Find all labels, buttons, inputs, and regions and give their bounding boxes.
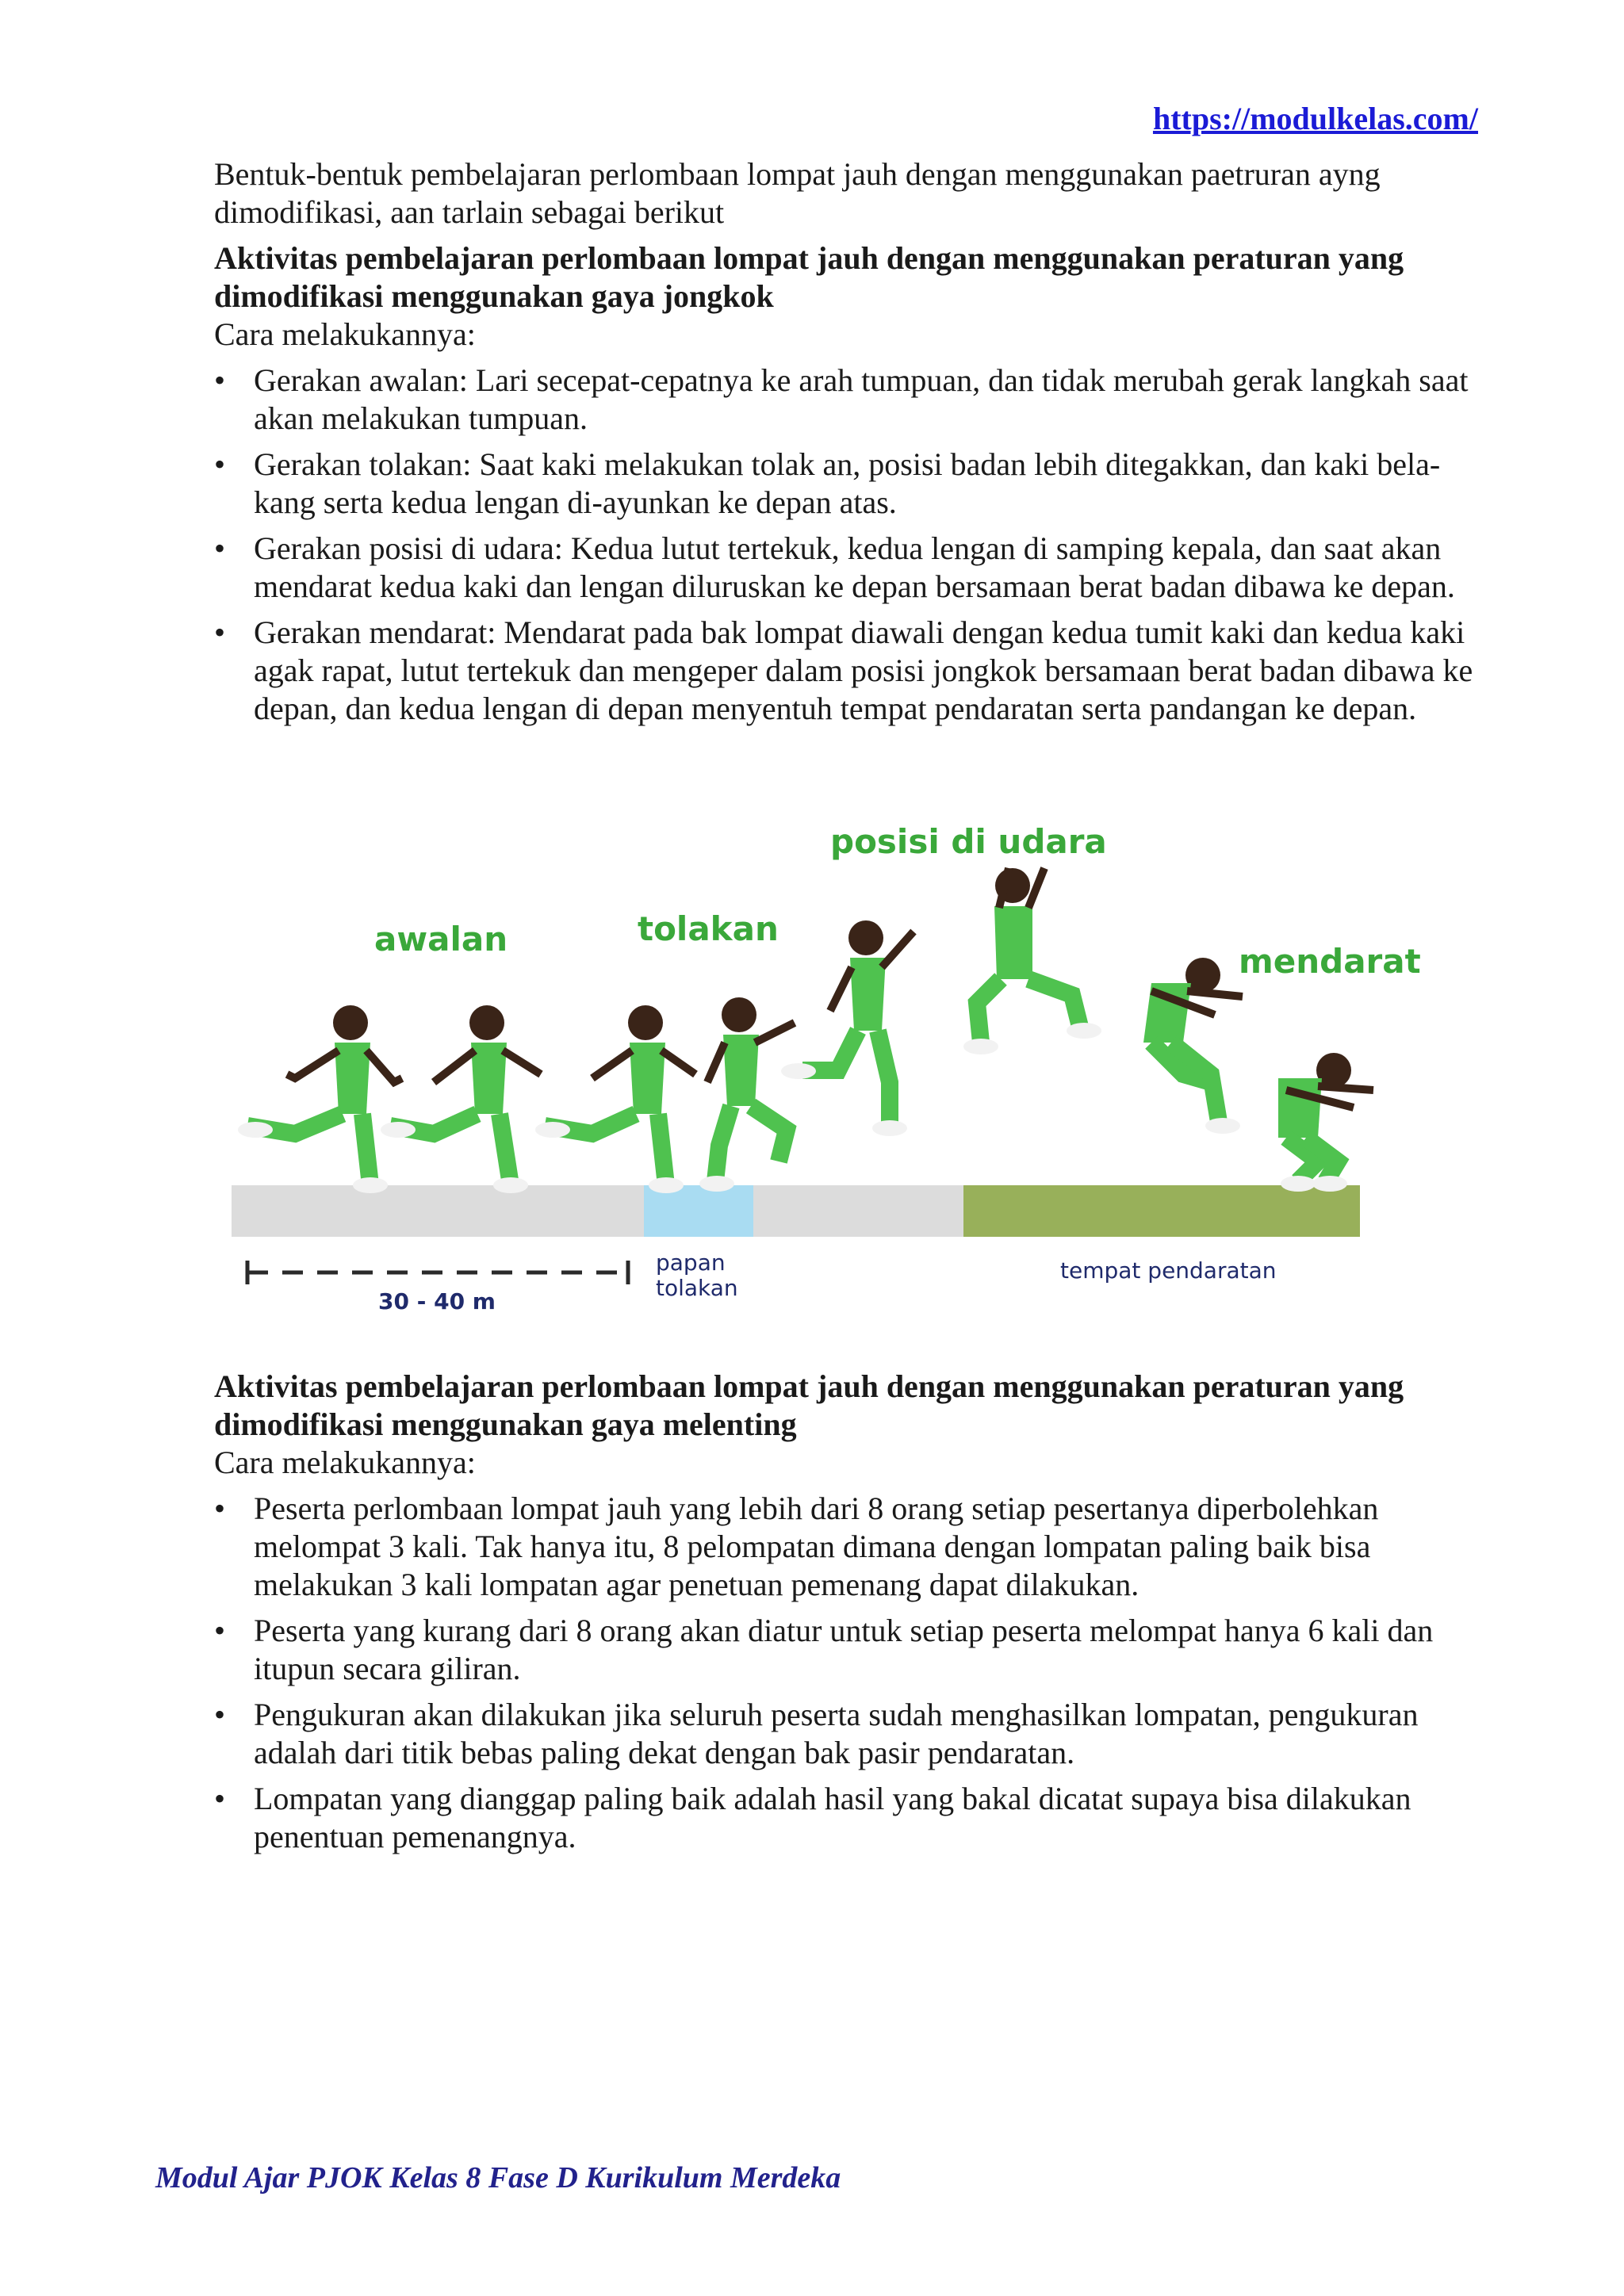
label-tempat-pendaratan: tempat pendaratan [1060, 1257, 1277, 1284]
takeoff-board [644, 1185, 753, 1237]
content [214, 155, 1483, 728]
section2-list [214, 1490, 1483, 1856]
label-mendarat: mendarat [1239, 942, 1421, 981]
section1-heading: Aktivitas pembelajaran perlombaan lompat jauh dengan menggunakan peraturan yang dimodifikasi menggunakan gaya jongkok [214, 240, 1404, 314]
content-section2 [214, 1368, 1483, 1856]
list-item: • Gerakan posisi di udara: Kedua lutut tertekuk, kedua lengan di samping kepala, dan saat akan mendarat kedua kaki dan lengan diluruskan ke depan bersamaan berat badan dibawa ke depan. [214, 530, 1483, 606]
label-tolakan: tolakan [638, 909, 779, 948]
runway-after-board [753, 1185, 963, 1237]
athlete-8 [1278, 1053, 1373, 1192]
list-item: • Peserta perlombaan lompat jauh yang lebih dari 8 orang setiap pesertanya diperbolehkan melompat 3 kali. Tak hanya itu, 8 pelompatan dimana dengan lompatan paling baik bisa melakukan 3 kali lompatan agar penetuan pemenang dapat dilakukan. [214, 1490, 1483, 1604]
runway [232, 1185, 644, 1237]
athlete-4 [699, 997, 795, 1192]
label-awalan: awalan [374, 920, 508, 959]
footer-text: Modul Ajar PJOK Kelas 8 Fase D Kurikulum Merdeka [155, 2161, 841, 2195]
list-item: • Lompatan yang dianggap paling baik adalah hasil yang bakal dicatat supaya bisa dilakukan penentuan pemenangnya. [214, 1780, 1483, 1856]
header-link[interactable]: https://modulkelas.com/ [1152, 101, 1478, 136]
long-jump-svg [232, 813, 1397, 1328]
landing-pit [963, 1185, 1360, 1237]
distance-marker [247, 1261, 628, 1284]
athlete-6 [963, 868, 1101, 1054]
list-item: • Peserta yang kurang dari 8 orang akan diatur untuk setiap peserta melompat hanya 6 kali dan itupun secara giliran. [214, 1612, 1483, 1688]
section1-list [214, 362, 1483, 728]
intro-paragraph: Bentuk-bentuk pembelajaran perlombaan lompat jauh dengan menggunakan paetruran ayng dimodifikasi, aan tarlain sebagai berikut [214, 156, 1381, 230]
label-posisi-di-udara: posisi di udara [830, 822, 1107, 861]
athlete-3 [535, 1005, 695, 1193]
athlete-7 [1143, 958, 1243, 1134]
athlete-2 [381, 1005, 541, 1193]
section2-cara: Cara melakukannya: [214, 1445, 476, 1480]
section2-heading: Aktivitas pembelajaran perlombaan lompat jauh dengan menggunakan peraturan yang dimodifikasi menggunakan gaya melenting [214, 1368, 1404, 1442]
athlete-5 [781, 920, 914, 1136]
label-papan-tolakan: papan tolakan [656, 1249, 738, 1301]
list-item: • Gerakan awalan: Lari secepat-cepatnya ke arah tumpuan, dan tidak merubah gerak langkah saat akan melakukan tumpuan. [214, 362, 1483, 438]
section1-cara: Cara melakukannya: [214, 316, 476, 352]
athlete-1 [238, 1005, 402, 1193]
long-jump-illustration [232, 813, 1421, 1328]
label-distance: 30 - 40 m [378, 1288, 496, 1314]
list-item: • Gerakan tolakan: Saat kaki melakukan tolak an, posisi badan lebih ditegakkan, dan kaki bela-kang serta kedua lengan di-ayunkan ke depan atas. [214, 446, 1483, 522]
list-item: • Gerakan mendarat: Mendarat pada bak lompat diawali dengan kedua tumit kaki dan kedua kaki agak rapat, lutut tertekuk dan mengeper dalam posisi jongkok bersamaan berat badan dibawa ke depan, dan kedua lengan di depan menyentuh tempat pendaratan serta pandangan ke depan. [214, 614, 1483, 728]
list-item: • Pengukuran akan dilakukan jika seluruh peserta sudah menghasilkan lompatan, pengukuran adalah dari titik bebas paling dekat dengan bak pasir pendaratan. [214, 1696, 1483, 1772]
